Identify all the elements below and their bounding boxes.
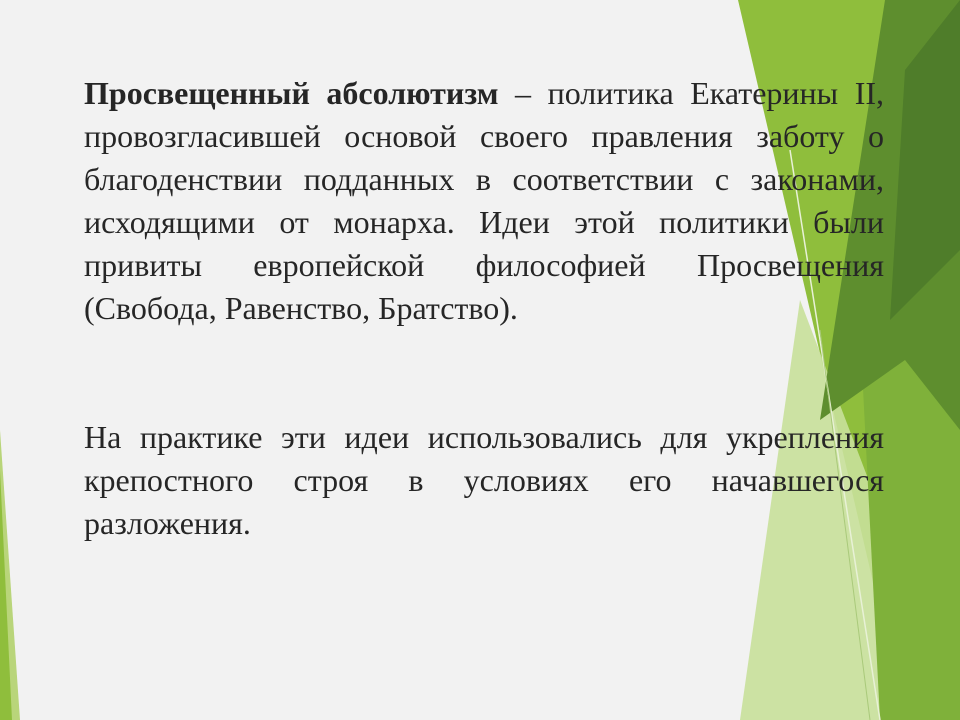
slide-content [84, 72, 884, 545]
paragraph-definition [84, 72, 884, 330]
lead-term: Просвещенный абсолютизм [84, 75, 499, 111]
definition-body: – политика Екатерины II, провозгласившей основой своего правления заботу о благоденствии подданных в соответствии с законами, исходящими от монарха. Идеи этой политики были привиты европейской философией Просвещения (Свобода, Равенство, Братство). [84, 75, 884, 326]
paragraph-practice: На практике эти идеи использовались для укрепления крепостного строя в условиях его начавшегося разложения. [84, 419, 884, 541]
